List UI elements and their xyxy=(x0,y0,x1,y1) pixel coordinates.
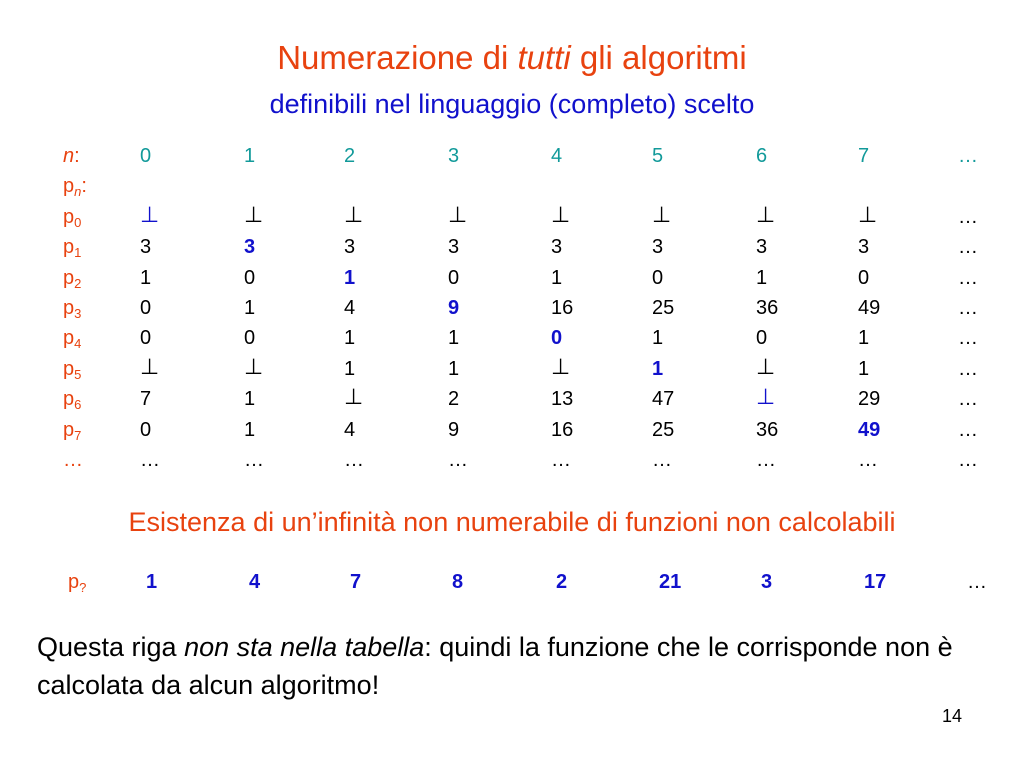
table-cell: 0 xyxy=(140,327,152,350)
row-label-base: p xyxy=(63,388,75,411)
table-cell: 4 xyxy=(344,297,356,319)
table-cell: 3 xyxy=(140,236,152,259)
table-cell: 1 xyxy=(140,266,152,289)
table-cell: 3 xyxy=(756,236,768,259)
table-cell: 0 xyxy=(448,266,460,289)
ellipsis-cell: … xyxy=(244,449,264,471)
ellipsis-cell: … xyxy=(652,449,672,471)
column-header: 6 xyxy=(756,145,768,167)
row-label-subscript: 6 xyxy=(74,397,82,413)
row-label-base: p xyxy=(63,297,75,319)
row-label-subscript: 5 xyxy=(74,366,82,382)
ellipsis-cell: … xyxy=(448,449,468,471)
p-unknown-value: 21 xyxy=(659,571,682,593)
table-cell: … xyxy=(958,357,978,380)
row-label xyxy=(63,266,81,296)
table-cell: 3 xyxy=(244,236,256,259)
table-cell: … xyxy=(958,205,978,228)
pn-label xyxy=(63,174,87,204)
row-label-subscript: 7 xyxy=(74,427,82,443)
table-cell: … xyxy=(958,388,978,411)
title-italic: tutti xyxy=(517,39,571,76)
section-heading: Esistenza di un’infinità non numerabile di funzioni non calcolabili xyxy=(128,507,896,537)
table-cell: 36 xyxy=(756,418,779,441)
p-unknown-value: 4 xyxy=(249,571,261,593)
table-cell: 1 xyxy=(551,266,563,289)
table-cell: ⊥ xyxy=(140,353,160,379)
paragraph-italic: non sta nella tabella xyxy=(184,632,425,662)
table-cell: 0 xyxy=(756,327,768,350)
table-cell: 49 xyxy=(858,297,881,319)
row-label-base: p xyxy=(63,205,75,228)
table-cell: ⊥ xyxy=(756,353,776,379)
table-cell: 3 xyxy=(551,236,563,259)
ellipsis-row-label: … xyxy=(63,449,83,471)
row-label-subscript: 4 xyxy=(74,336,82,352)
table-cell: 0 xyxy=(858,266,870,289)
title-text-end: gli algoritmi xyxy=(570,39,747,76)
page-number: 14 xyxy=(941,706,962,726)
pn-label-subscript: n xyxy=(74,184,82,200)
p-unknown-value: 8 xyxy=(452,571,464,593)
table-cell: 16 xyxy=(551,418,574,441)
table-cell: ⊥ xyxy=(756,201,776,227)
row-label-base: p xyxy=(63,327,75,350)
p-unknown-value: 7 xyxy=(350,571,362,593)
table-cell: ⊥ xyxy=(448,201,468,227)
row-label xyxy=(63,326,81,356)
table-cell: 4 xyxy=(344,418,356,441)
table-cell: ⊥ xyxy=(244,353,264,379)
ellipsis-cell: … xyxy=(756,449,776,471)
paragraph-text-end: : quindi la funzione che le corrisponde non è calcolata da alcun algoritmo! xyxy=(37,632,953,700)
table-cell: ⊥ xyxy=(756,384,776,410)
table-cell: ⊥ xyxy=(551,353,571,379)
table-cell: 1 xyxy=(344,357,356,380)
slide-title xyxy=(0,38,1024,78)
table-cell: 29 xyxy=(858,388,881,411)
table-cell: ⊥ xyxy=(858,201,878,227)
table-cell: 16 xyxy=(551,297,574,319)
table-cell: ⊥ xyxy=(551,201,571,227)
row-label-base: p xyxy=(63,236,75,259)
column-header: … xyxy=(958,145,978,167)
table-cell: 1 xyxy=(244,297,256,319)
ellipsis-cell: … xyxy=(551,449,571,471)
table-cell: … xyxy=(958,327,978,350)
table-cell: 1 xyxy=(344,327,356,350)
row-label xyxy=(63,387,81,417)
table-cell: 3 xyxy=(344,236,356,259)
table-cell: ⊥ xyxy=(344,201,364,227)
title-text: Numerazione di xyxy=(277,39,518,76)
table-cell: 36 xyxy=(756,297,779,319)
table-cell: ⊥ xyxy=(244,201,264,227)
row-label-subscript: 3 xyxy=(74,306,82,321)
table-cell: 3 xyxy=(652,236,664,259)
table-cell: 3 xyxy=(858,236,870,259)
p-unknown-value: 2 xyxy=(556,571,568,593)
column-header: 4 xyxy=(551,145,563,167)
table-cell: 1 xyxy=(244,388,256,411)
column-header: 3 xyxy=(448,145,460,167)
table-cell: 0 xyxy=(551,327,563,350)
row-label xyxy=(63,418,81,448)
row-label xyxy=(63,205,81,235)
p-unknown-value: 1 xyxy=(146,571,158,593)
header-label-n: n xyxy=(63,145,75,167)
table-cell: 25 xyxy=(652,297,675,319)
column-header: 1 xyxy=(244,145,256,167)
table-cell: 49 xyxy=(858,418,881,441)
table-cell: 0 xyxy=(652,266,664,289)
pn-label-base: p xyxy=(63,175,75,198)
ellipsis-cell: … xyxy=(858,449,878,471)
table-cell: 2 xyxy=(448,388,460,411)
row-label-subscript: 2 xyxy=(74,275,82,291)
row-label-base: p xyxy=(63,266,75,289)
table-cell: 1 xyxy=(858,357,870,380)
ellipsis-cell: … xyxy=(958,449,978,471)
table-cell: 7 xyxy=(140,388,152,411)
table-cell: 9 xyxy=(448,418,460,441)
column-header: 0 xyxy=(140,145,152,167)
row-label-base: p xyxy=(63,418,75,441)
table-cell: 1 xyxy=(244,418,256,441)
table-cell: ⊥ xyxy=(344,384,364,410)
table-cell: 3 xyxy=(448,236,460,259)
table-cell: 13 xyxy=(551,388,574,411)
p-unknown-value: … xyxy=(967,571,987,593)
table-cell: 1 xyxy=(448,357,460,380)
column-header: 7 xyxy=(858,145,870,167)
table-cell: 0 xyxy=(140,297,152,319)
table-cell: ⊥ xyxy=(140,201,160,227)
slide-subtitle: definibili nel linguaggio (completo) scelto xyxy=(269,89,755,119)
column-header: 5 xyxy=(652,145,664,167)
row-label-subscript: 0 xyxy=(74,214,82,230)
header-label xyxy=(63,144,80,168)
p-unknown-label xyxy=(68,570,86,600)
table-cell: 1 xyxy=(858,327,870,350)
row-label xyxy=(63,296,81,326)
p-unknown-value: 3 xyxy=(761,571,773,593)
pn-label-colon: : xyxy=(81,175,87,198)
table-cell: … xyxy=(958,236,978,259)
table-cell: … xyxy=(958,266,978,289)
ellipsis-cell: … xyxy=(140,449,160,471)
table-cell: 1 xyxy=(756,266,768,289)
column-header: 2 xyxy=(344,145,356,167)
table-cell: … xyxy=(958,297,978,319)
table-cell: 47 xyxy=(652,388,675,411)
explanation-paragraph xyxy=(37,628,997,704)
table-cell: … xyxy=(958,418,978,441)
header-label-colon: : xyxy=(74,145,80,167)
row-label xyxy=(63,357,81,387)
table-cell: 1 xyxy=(448,327,460,350)
table-cell: ⊥ xyxy=(652,201,672,227)
ellipsis-cell: … xyxy=(344,449,364,471)
p-unknown-value: 17 xyxy=(864,571,887,593)
row-label xyxy=(63,235,81,265)
p-unknown-subscript: ? xyxy=(79,580,87,595)
table-cell: 0 xyxy=(140,418,152,441)
table-cell: 1 xyxy=(344,266,356,289)
table-cell: 0 xyxy=(244,327,256,350)
table-cell: 25 xyxy=(652,418,675,441)
row-label-subscript: 1 xyxy=(74,245,82,261)
p-unknown-base: p xyxy=(68,571,80,593)
table-cell: 1 xyxy=(652,357,664,380)
table-cell: 9 xyxy=(448,297,460,319)
row-label-base: p xyxy=(63,357,75,380)
paragraph-text: Questa riga xyxy=(37,632,185,662)
table-cell: 1 xyxy=(652,327,664,350)
table-cell: 0 xyxy=(244,266,256,289)
